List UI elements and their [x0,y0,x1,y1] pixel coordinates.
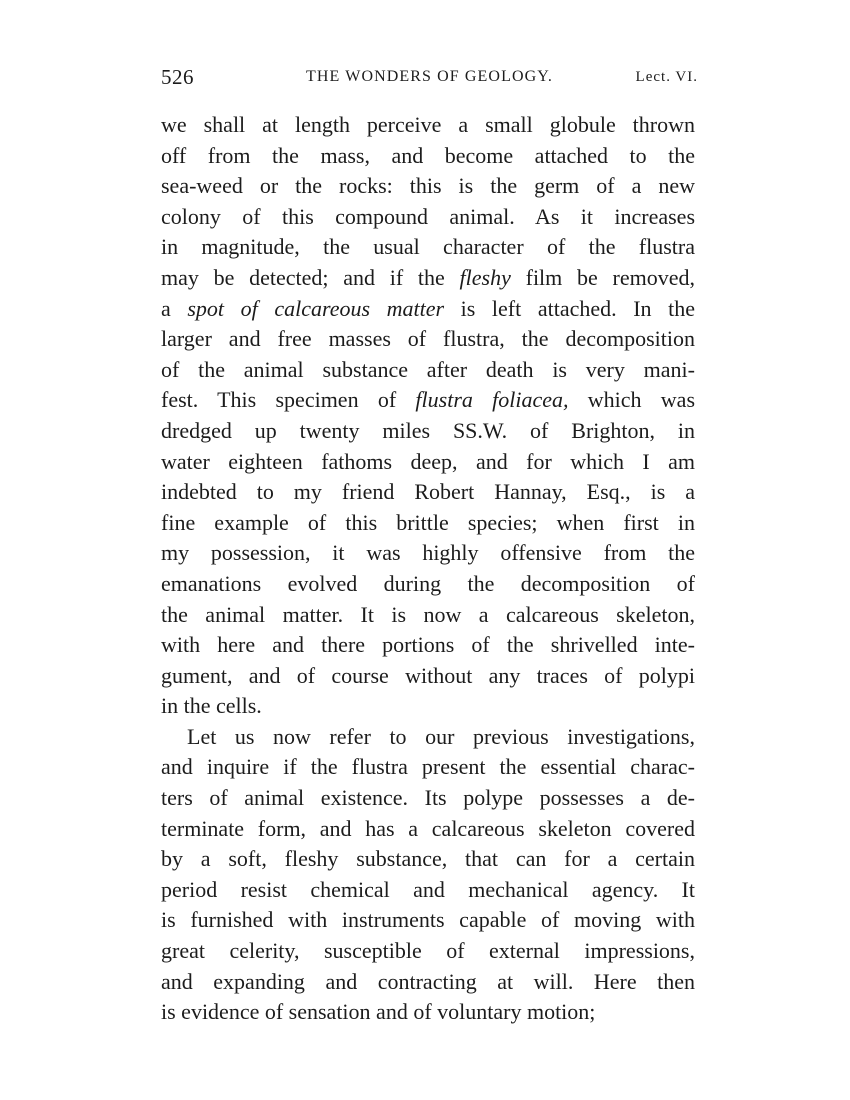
italic-text: flustra foliacea, [415,387,569,413]
text-line: the animal matter. It is now a calcareous skeleton, [161,601,695,627]
body-text [161,110,695,1028]
running-title: THE WONDERS OF GEOLOGY. [306,68,553,85]
text-line: may be detected; and if the fleshy film be removed, [161,264,695,290]
text-line: off from the mass, and become attached to the [161,142,695,168]
paragraph [161,722,695,1028]
text-line: ters of animal existence. Its polype possesses a de- [161,785,695,811]
text-line: water eighteen fathoms deep, and for which I am [161,448,695,474]
text-line: is furnished with instruments capable of moving with [161,907,695,933]
text-line: of the animal substance after death is very mani- [161,356,695,382]
text-line: great celerity, susceptible of external impressions, [161,938,695,964]
text-line: is evidence of sensation and of voluntary motion; [161,999,596,1025]
text-line: by a soft, fleshy substance, that can for a certain [161,846,695,872]
italic-text: spot of calcareous matter [187,295,445,321]
text-line: in magnitude, the usual character of the flustra [161,234,695,260]
text-line: gument, and of course without any traces of polypi [161,662,695,688]
italic-text: fleshy [459,264,511,290]
text-line: Let us now refer to our previous investigations, [187,723,695,749]
text-line: colony of this compound animal. As it increases [161,203,695,229]
text-line: a spot of calcareous matter is left attached. In the [161,295,696,321]
page-number: 526 [161,65,194,89]
text-line: larger and free masses of flustra, the decomposition [161,326,695,352]
text-line: period resist chemical and mechanical agency. It [161,876,695,902]
text-line: indebted to my friend Robert Hannay, Esq., is a [161,479,695,505]
section-label: Lect. VI. [635,69,698,85]
page-header [161,62,698,92]
paragraph [161,110,695,722]
text-line: and inquire if the flustra present the essential charac- [161,754,695,780]
text-line: with here and there portions of the shrivelled inte- [161,632,695,658]
text-line: terminate form, and has a calcareous skeleton covered [161,815,695,841]
text-line: fine example of this brittle species; when first in [161,509,695,535]
text-line: my possession, it was highly offensive from the [161,540,695,566]
text-line: sea-weed or the rocks: this is the germ of a new [161,173,695,199]
text-line: emanations evolved during the decomposition of [161,570,695,596]
text-line: in the cells. [161,693,262,719]
text-line: fest. This specimen of flustra foliacea, which was [161,387,696,413]
text-line: we shall at length perceive a small globule thrown [161,112,695,137]
text-line: dredged up twenty miles SS.W. of Brighton, in [161,417,695,443]
text-line: and expanding and contracting at will. Here then [161,968,695,994]
